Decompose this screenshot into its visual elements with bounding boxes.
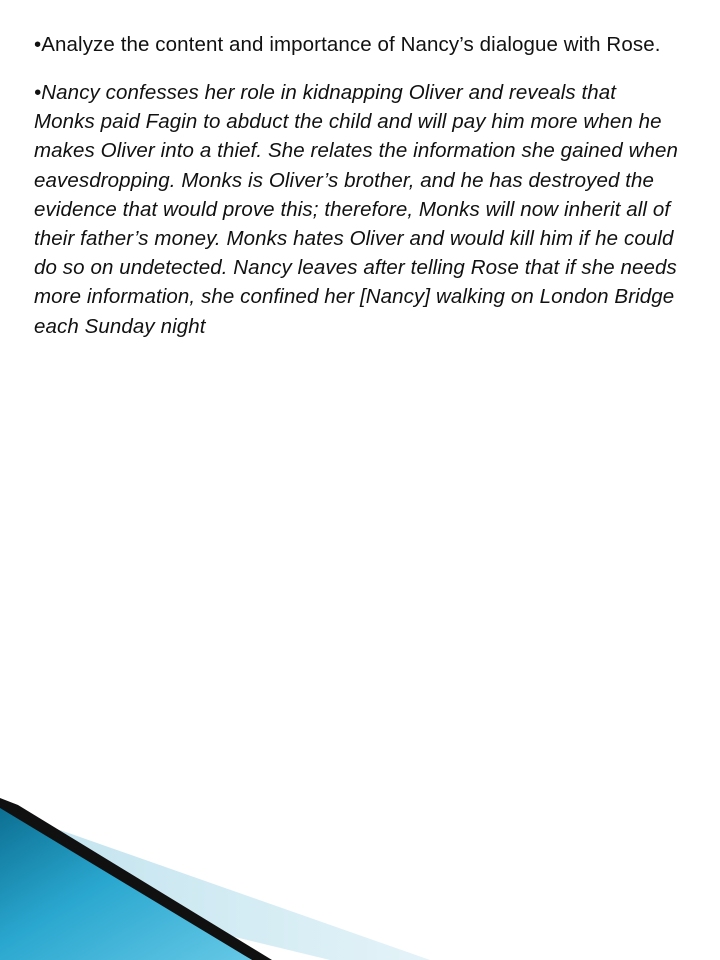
bullet-text: Nancy confesses her role in kidnapping Oliver and reveals that Monks paid Fagin to abduct the child and will pay him more when he makes Oliver into a thief. She relates the information she gained when eavesdropping. Monks is Oliver’s brother, and he has destroyed the evidence that would prove this; therefore, Monks will now inherit all of their father’s money. Monks hates Oliver and would kill him if he could do so on undetected. Nancy leaves after telling Rose that if she needs more information, she confined her [Nancy] walking on London Bridge each Sunday night [34,81,678,338]
bullet-text: Analyze the content and importance of Nancy’s dialogue with Rose. [41,33,661,56]
corner-stripe-black [0,798,272,960]
text-content [34,30,682,341]
bullet-item [34,78,682,341]
bullet-marker: • [34,33,42,56]
corner-stripe-light [0,830,430,960]
bullet-marker: • [34,81,42,104]
bullet-item [34,30,682,59]
corner-stripe-blue [0,808,252,960]
